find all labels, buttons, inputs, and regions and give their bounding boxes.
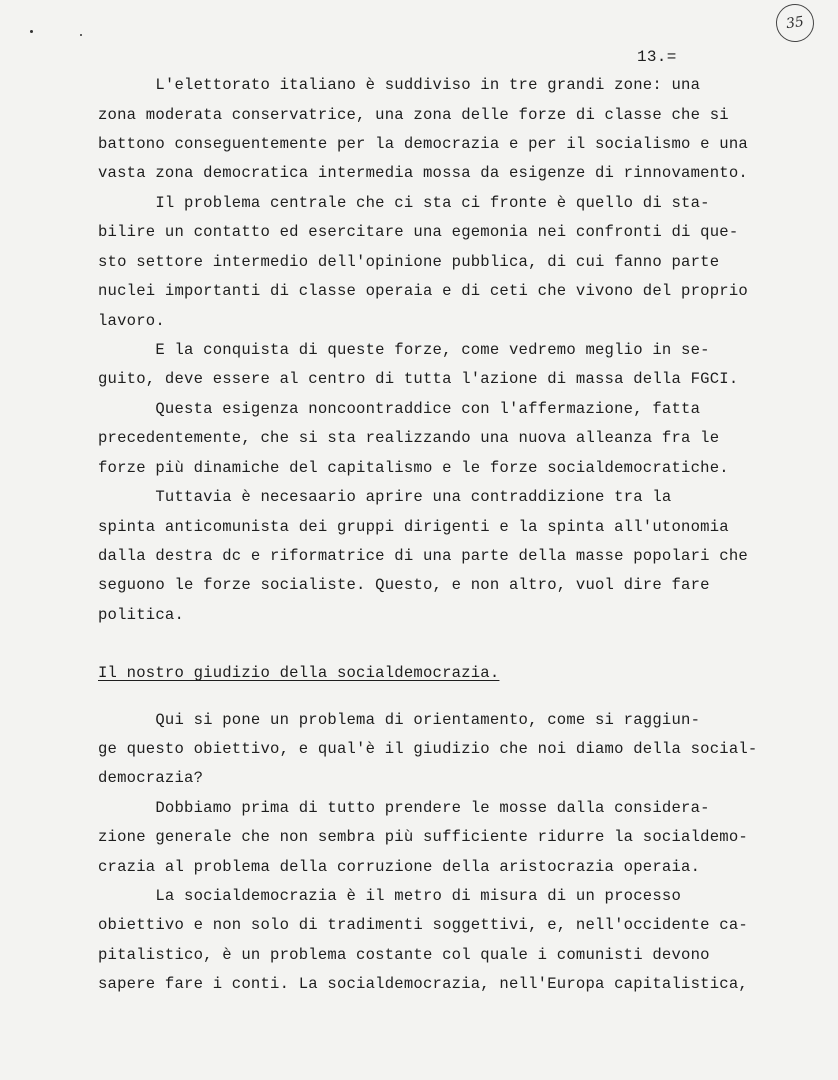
text-line: nuclei importanti di classe operaia e di ceti che vivono del proprio [98, 282, 748, 300]
text-line: zona moderata conservatrice, una zona delle forze di classe che si [98, 106, 729, 124]
text-line: forze più dinamiche del capitalismo e le forze socialdemocratiche. [98, 459, 729, 477]
scan-speck [80, 34, 82, 36]
text-line: battono conseguentemente per la democrazia e per il socialismo e una [98, 135, 748, 153]
text-line: crazia al problema della corruzione della aristocrazia operaia. [98, 858, 701, 876]
circled-page-mark-text: 35 [785, 13, 805, 33]
text-line: politica. [98, 606, 185, 624]
text-line: sapere fare i conti. La socialdemocrazia, nell'Europa capitalistica, [98, 975, 748, 993]
text-line: Il problema centrale che ci sta ci fronte è quello di sta- [98, 194, 710, 212]
text-line: seguono le forze socialiste. Questo, e non altro, vuol dire fare [98, 576, 710, 594]
text-line: La socialdemocrazia è il metro di misura di un processo [98, 887, 682, 905]
text-line: spinta anticomunista dei gruppi dirigenti e la spinta all'utonomia [98, 518, 729, 536]
text-line: dalla destra dc e riformatrice di una parte della masse popolari che [98, 547, 748, 565]
text-line: sto settore intermedio dell'opinione pubblica, di cui fanno parte [98, 253, 720, 271]
text-line: Questa esigenza noncoontraddice con l'affermazione, fatta [98, 400, 701, 418]
text-line: democrazia? [98, 769, 204, 787]
page-number: 13.= [637, 48, 677, 66]
text-line: lavoro. [98, 312, 165, 330]
text-line: Tuttavia è necesaario aprire una contraddizione tra la [98, 488, 672, 506]
text-line: L'elettorato italiano è suddiviso in tre grandi zone: una [98, 76, 701, 94]
text-line: Qui si pone un problema di orientamento, come si raggiun- [98, 711, 701, 729]
text-line: zione generale che non sembra più sufficiente ridurre la socialdemo- [98, 828, 748, 846]
text-line: bilire un contatto ed esercitare una egemonia nei confronti di que- [98, 223, 739, 241]
circled-page-mark [774, 2, 817, 45]
text-line: precedentemente, che si sta realizzando una nuova alleanza fra le [98, 429, 720, 447]
text-line: guito, deve essere al centro di tutta l'azione di massa della FGCI. [98, 370, 739, 388]
section-heading: Il nostro giudizio della socialdemocrazia. [98, 664, 500, 682]
text-line: pitalistico, è un problema costante col quale i comunisti devono [98, 946, 710, 964]
text-line: E la conquista di queste forze, come vedremo meglio in se- [98, 341, 710, 359]
text-line: Dobbiamo prima di tutto prendere le mosse dalla considera- [98, 799, 710, 817]
scan-speck [30, 30, 33, 33]
text-line: ge questo obiettivo, e qual'è il giudizio che noi diamo della social- [98, 740, 758, 758]
text-line: vasta zona democratica intermedia mossa da esigenze di rinnovamento. [98, 164, 748, 182]
text-line: obiettivo e non solo di tradimenti soggettivi, e, nell'occidente ca- [98, 916, 748, 934]
